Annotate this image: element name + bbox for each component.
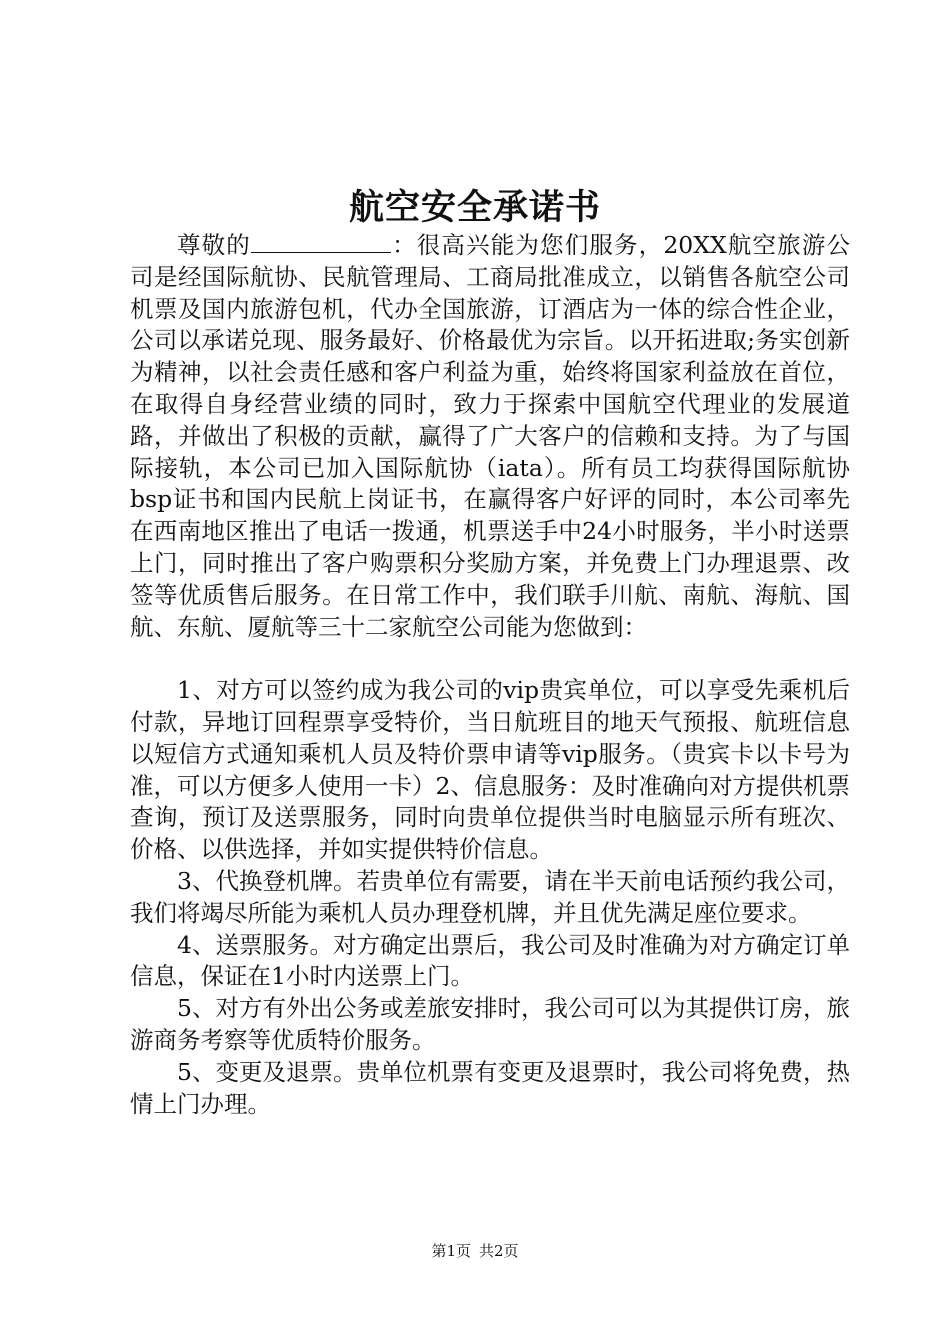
page-footer <box>0 1241 950 1261</box>
recipient-blank-line <box>251 230 391 253</box>
intro-paragraph <box>130 230 850 643</box>
document-body <box>130 230 850 1120</box>
salutation: 尊敬的 <box>177 231 251 259</box>
page-number: 第1页 <box>431 1242 471 1260</box>
document-title: 航空安全承诺书 <box>348 187 601 228</box>
intro-text: ：很高兴能为您们服务，20XX航空旅游公司是经国际航协、民航管理局、工商局批准成立，以销售各航空公司机票及国内旅游包机，代办全国旅游，订酒店为一体的综合性企业，公司以承诺兑现、服务最好、价格最优为宗旨。以开拓进取;务实创新为精神，以社会责任感和客户利益为重，始终将国家利益放在首位，在取得自身经营业绩的同时，致力于探索中国航空代理业的发展道路，并做出了积极的贡献，赢得了广大客户的信赖和支持。为了与国际接轨，本公司已加入国际航协（iata）。所有员工均获得国际航协bsp证书和国内民航上岗证书，在赢得客户好评的同时，本公司率先在西南地区推出了电话一拨通，机票送手中24小时服务，半小时送票上门，同时推出了客户购票积分奖励方案，并免费上门办理退票、改签等优质售后服务。在日常工作中，我们联手川航、南航、海航、国航、东航、厦航等三十二家航空公司能为您做到： <box>130 231 850 641</box>
service-item-5b: 5、变更及退票。贵单位机票有变更及退票时，我公司将免费，热情上门办理。 <box>130 1057 850 1118</box>
service-item-4: 4、送票服务。对方确定出票后，我公司及时准确为对方确定订单信息，保证在1小时内送票上门。 <box>130 930 850 991</box>
service-item-5a: 5、对方有外出公务或差旅安排时，我公司可以为其提供订房，旅游商务考察等优质特价服务。 <box>130 994 850 1054</box>
service-item-1: 1、对方可以签约成为我公司的vip贵宾单位，可以享受先乘机后付款，异地订回程票享受特价，当日航班目的地天气预报、航班信息以短信方式通知乘机人员及特价票申请等vip服务。（贵宾卡以卡号为准，可以方便多人使用一卡）2、信息服务：及时准确向对方提供机票查询，预订及送票服务，同时向贵单位提供当时电脑显示所有班次、价格、以供选择，并如实提供特价信息。 <box>130 676 850 864</box>
page-total: 共2页 <box>479 1242 519 1260</box>
service-item-3: 3、代换登机牌。若贵单位有需要，请在半天前电话预约我公司，我们将竭尽所能为乘机人员办理登机牌，并且优先满足座位要求。 <box>130 866 850 927</box>
